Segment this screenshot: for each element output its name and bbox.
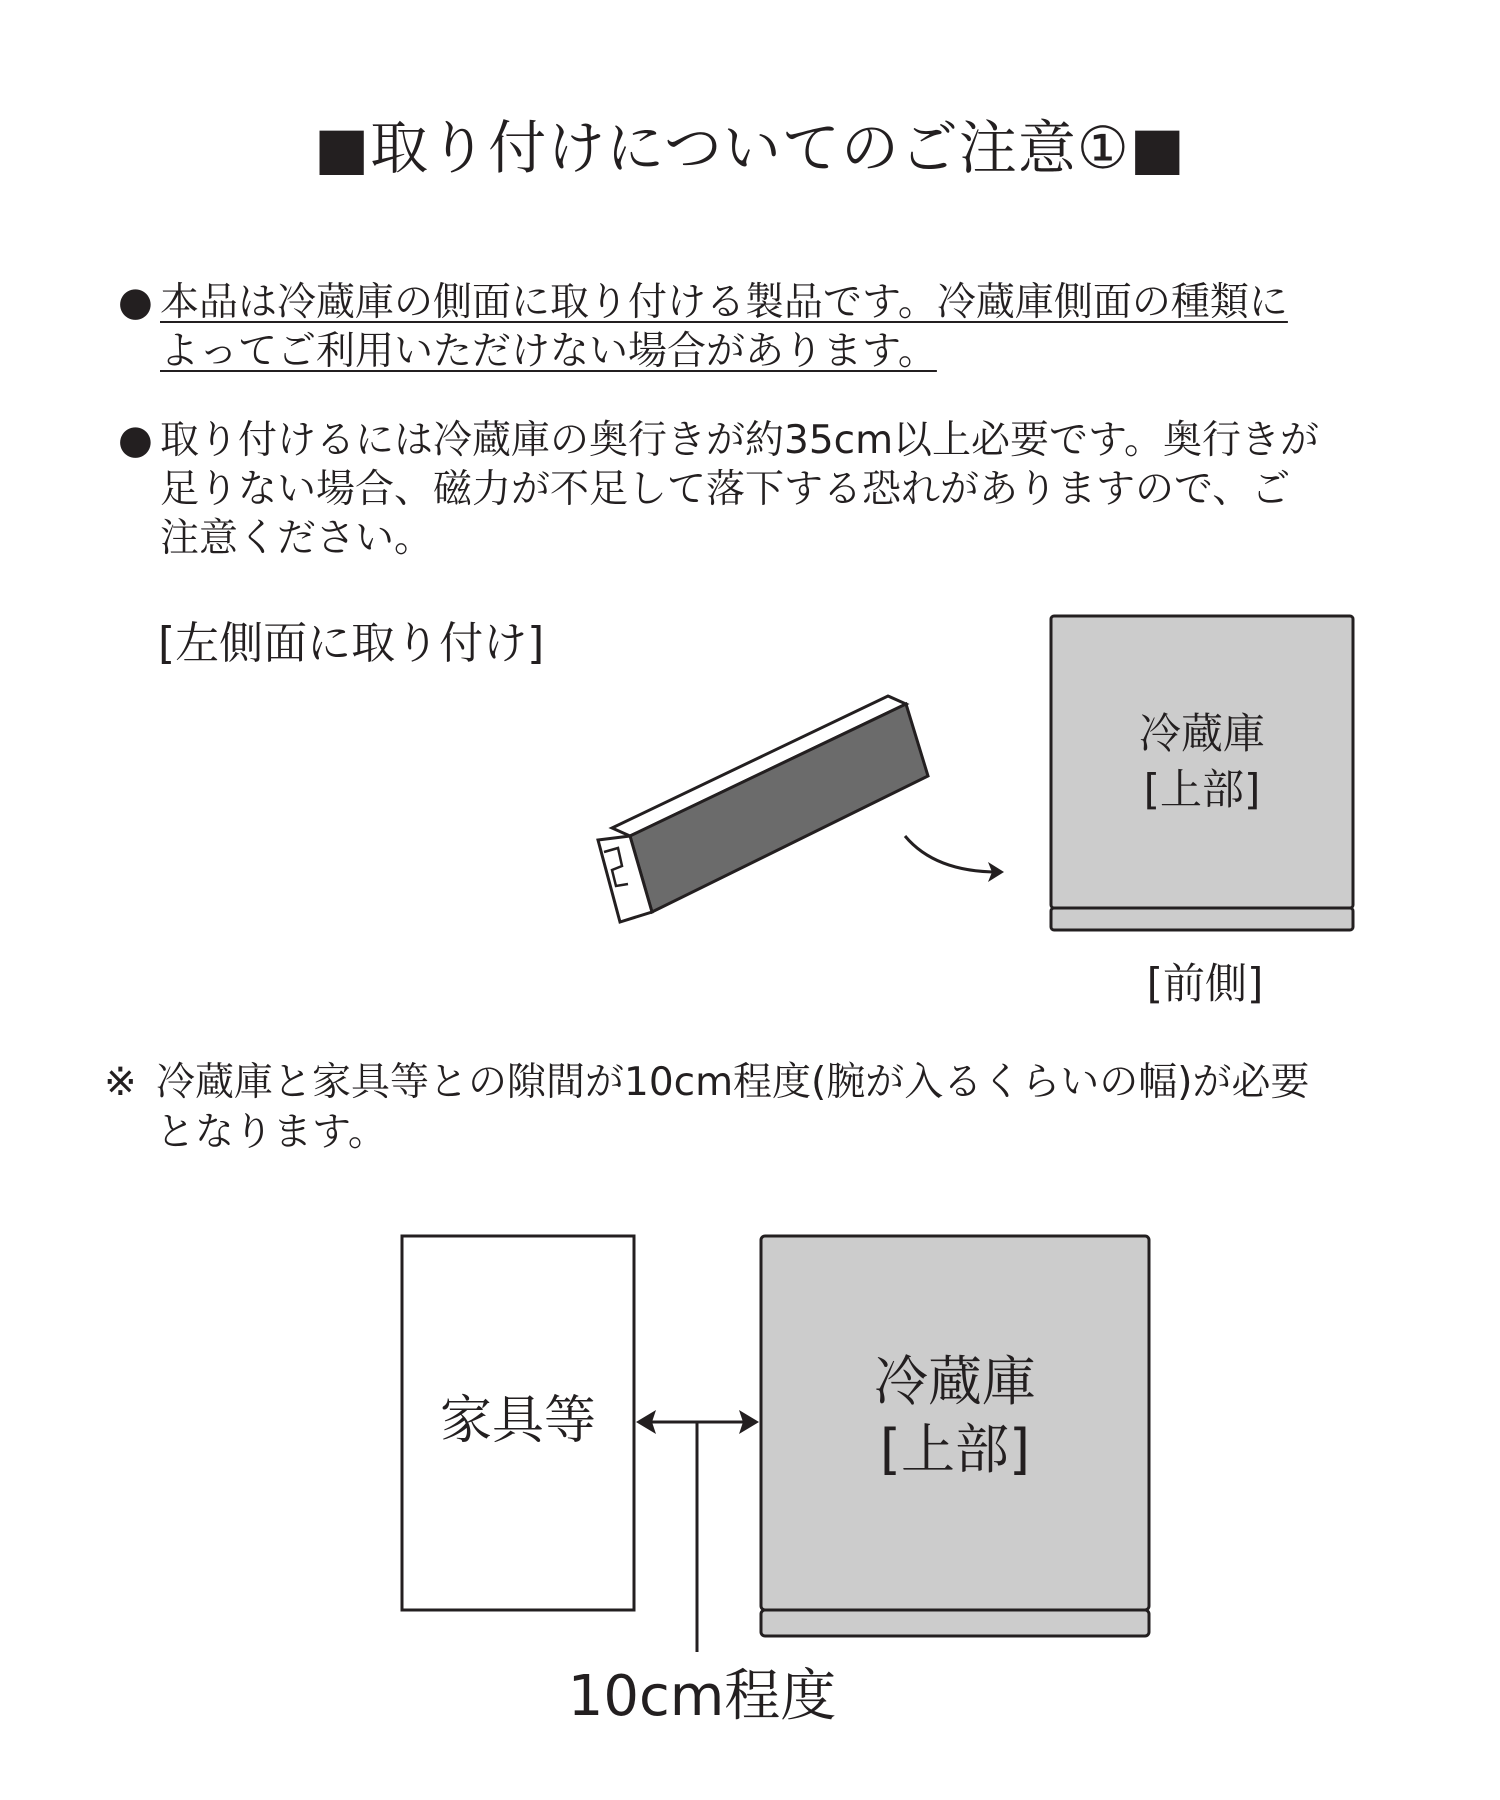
bullet-2-line-1: 取り付けるには冷蔵庫の奥行きが約35cm以上必要です。奥行きが: [160, 418, 1319, 463]
diagram-2-illustration: [0, 1220, 1500, 1720]
bullet-dot-icon: ●: [118, 417, 153, 463]
bullet-2-line-2: 足りない場合、磁力が不足して落下する恐れがありますので、ご: [160, 467, 1291, 512]
fridge-door-strip-2: [761, 1610, 1149, 1636]
bullet-dot-icon: ●: [118, 279, 153, 325]
fridge-door-strip: [1051, 908, 1353, 930]
curved-arrow-icon: [905, 836, 1004, 882]
bullet-1-line-1: 本品は冷蔵庫の側面に取り付ける製品です。冷蔵庫側面の種類に: [160, 280, 1288, 325]
gap-arrow-icon: [636, 1410, 759, 1652]
furniture-label: 家具等: [439, 1391, 597, 1451]
reference-mark-icon: ※: [104, 1060, 137, 1105]
note-line-2: となります。: [156, 1110, 387, 1155]
diagram-1-caption: [左側面に取り付け]: [158, 618, 545, 669]
note-line-1: 冷蔵庫と家具等との隙間が10cm程度(腕が入るくらいの幅)が必要: [156, 1060, 1310, 1105]
product-icon: [598, 696, 928, 922]
page-title: ■取り付けについてのご注意①■: [314, 114, 1186, 182]
fridge-2-label-line-2: [上部]: [879, 1418, 1031, 1481]
diagram-1-illustration: [0, 600, 1500, 1020]
bullet-2-line-3: 注意ください。: [160, 516, 434, 561]
gap-label: 10cm程度: [567, 1664, 837, 1720]
fridge-2-label-line-1: 冷蔵庫: [874, 1350, 1036, 1413]
front-side-label: [前側]: [1146, 959, 1264, 1008]
bullet-1-line-2: よってご利用いただけない場合があります。: [160, 329, 937, 374]
fridge-top-box: [1051, 616, 1353, 908]
fridge-label-line-2: [上部]: [1143, 765, 1261, 814]
fridge-label-line-1: 冷蔵庫: [1138, 709, 1266, 758]
